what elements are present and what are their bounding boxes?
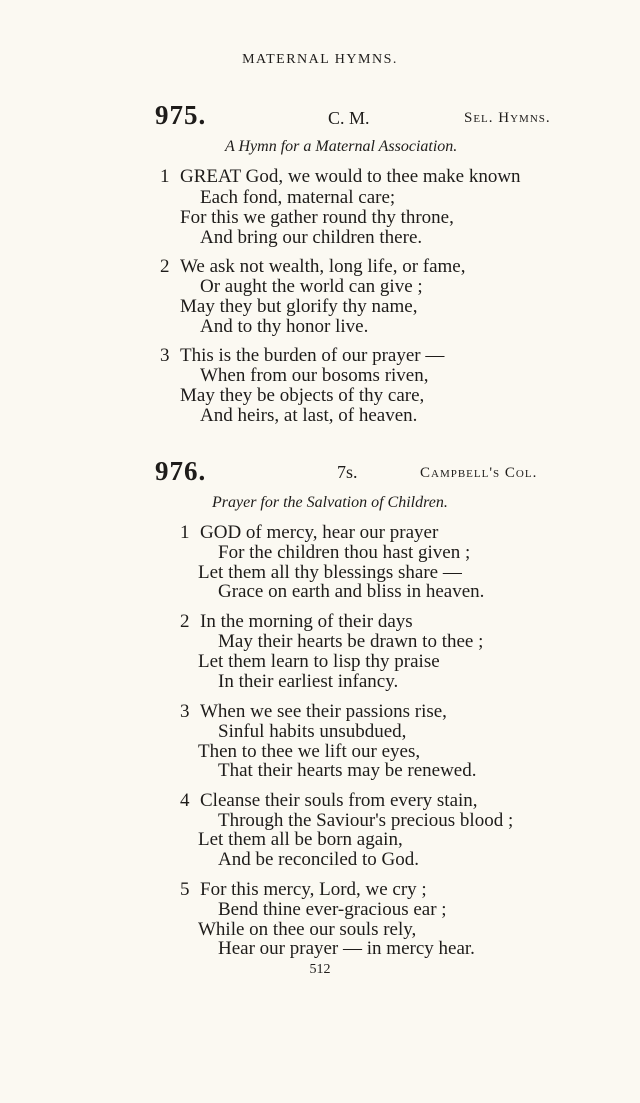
verse-number: 3 xyxy=(180,701,190,722)
verse-number: 4 xyxy=(180,790,190,811)
stanza-line: Through the Saviour's precious blood ; xyxy=(218,810,514,831)
stanza-line: 3 This is the burden of our prayer — xyxy=(160,345,445,366)
hymn-number: 976. xyxy=(155,456,207,486)
verse-number: 1 xyxy=(160,166,170,187)
hymn-title: A Hymn for a Maternal Association. xyxy=(225,138,458,155)
stanza-line: 5 For this mercy, Lord, we cry ; xyxy=(180,879,427,900)
stanza-line: May they be objects of thy care, xyxy=(180,385,425,406)
hymn-source: Campbell's Col. xyxy=(420,465,538,481)
stanza-line: That their hearts may be renewed. xyxy=(218,760,477,781)
stanza-line: 3 When we see their passions rise, xyxy=(180,701,447,722)
stanza-line: Sinful habits unsubdued, xyxy=(218,721,407,742)
stanza-line: May their hearts be drawn to thee ; xyxy=(218,631,484,652)
hymn-number: 975. xyxy=(155,100,207,130)
stanza-line: 2 In the morning of their days xyxy=(180,611,413,632)
hymn-meter: C. M. xyxy=(328,108,370,128)
verse-number: 1 xyxy=(180,522,190,543)
hymn-meter: 7s. xyxy=(337,462,358,482)
stanza-line: 1 GOD of mercy, hear our prayer xyxy=(180,522,439,543)
stanza-line: 4 Cleanse their souls from every stain, xyxy=(180,790,478,811)
stanza-line: In their earliest infancy. xyxy=(218,671,399,692)
stanza-line: Let them learn to lisp thy praise xyxy=(198,651,440,672)
verse-number: 5 xyxy=(180,879,190,900)
stanza-line: Each fond, maternal care; xyxy=(200,187,396,208)
stanza-line: 2 We ask not wealth, long life, or fame, xyxy=(160,256,466,277)
stanza-line: Let them all thy blessings share — xyxy=(198,562,462,583)
running-head: MATERNAL HYMNS. xyxy=(242,52,398,67)
stanza-line: And to thy honor live. xyxy=(200,316,369,337)
verse-number: 2 xyxy=(180,611,190,632)
stanza-line: Grace on earth and bliss in heaven. xyxy=(218,581,485,602)
stanza-line: For this we gather round thy throne, xyxy=(180,207,454,228)
stanza-line: For the children thou hast given ; xyxy=(218,542,471,563)
stanza-line: And be reconciled to God. xyxy=(218,849,420,870)
stanza-line: Then to thee we lift our eyes, xyxy=(198,741,421,762)
stanza-line: While on thee our souls rely, xyxy=(198,919,417,940)
stanza-line: And heirs, at last, of heaven. xyxy=(200,405,418,426)
stanza-line: Or aught the world can give ; xyxy=(200,276,423,297)
hymn-source: Sel. Hymns. xyxy=(464,110,551,126)
hymn-title: Prayer for the Salvation of Children. xyxy=(212,494,448,511)
verse-number: 2 xyxy=(160,256,170,277)
stanza-line: And bring our children there. xyxy=(200,227,423,248)
stanza-line: Let them all be born again, xyxy=(198,829,403,850)
stanza-line: Hear our prayer — in mercy hear. xyxy=(218,938,475,959)
verse-number: 3 xyxy=(160,345,170,366)
page-number: 512 xyxy=(309,962,331,977)
stanza-line: Bend thine ever-gracious ear ; xyxy=(218,899,447,920)
stanza-line: May they but glorify thy name, xyxy=(180,296,418,317)
stanza-line: When from our bosoms riven, xyxy=(200,365,429,386)
stanza-line: 1 GREAT God, we would to thee make known xyxy=(160,166,521,187)
